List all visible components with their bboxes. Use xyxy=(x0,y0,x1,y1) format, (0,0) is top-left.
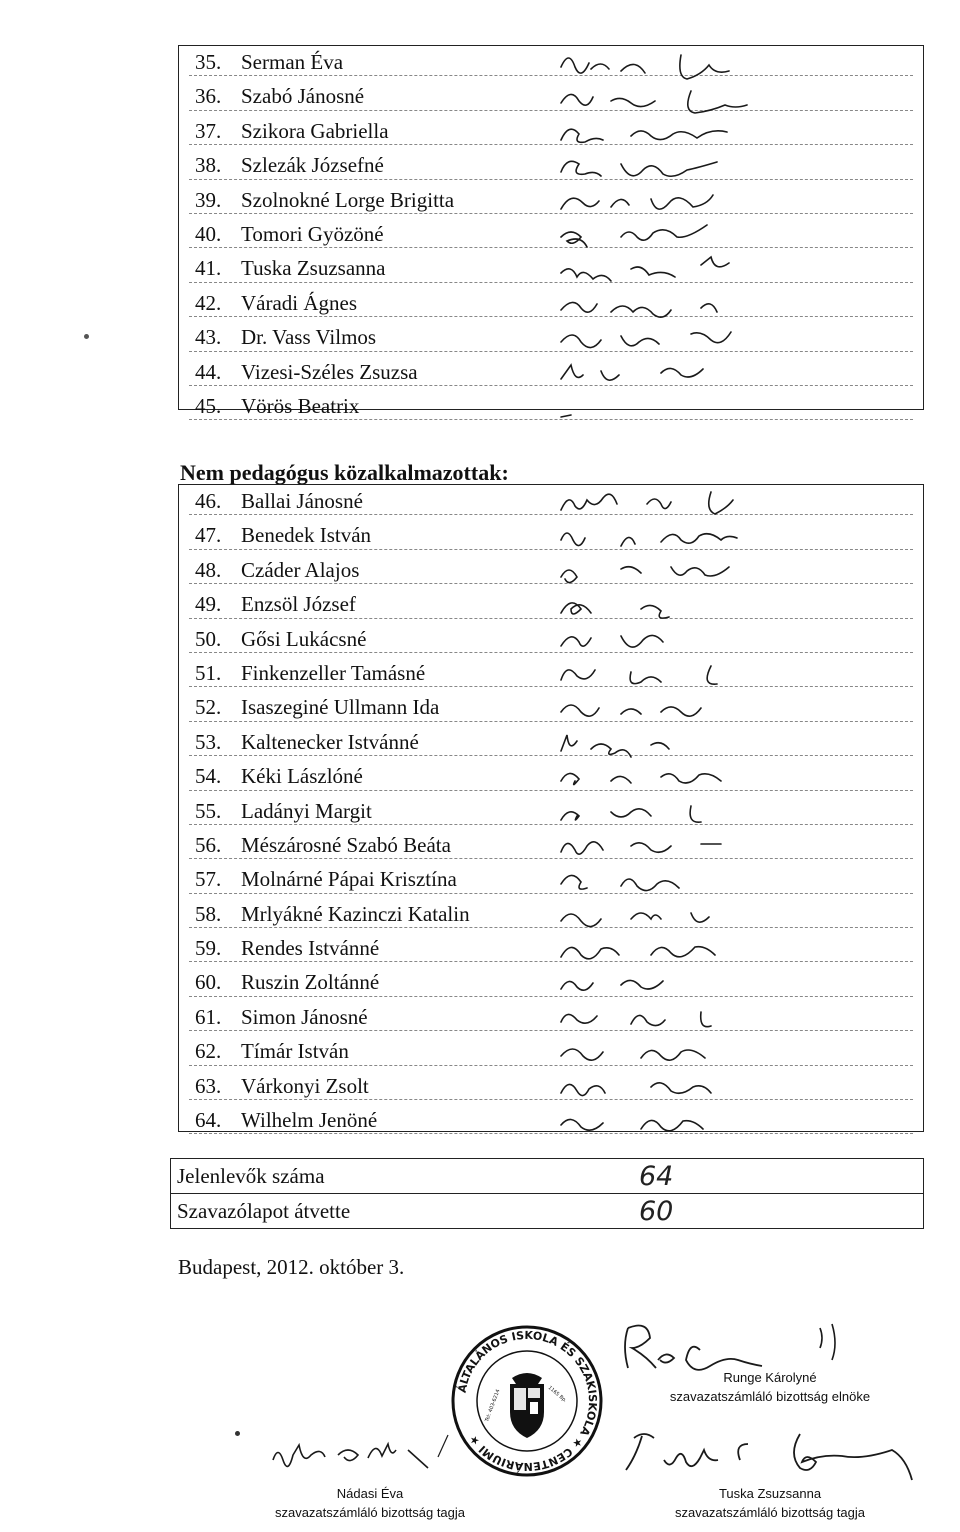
row-name: Vörös Beatrix xyxy=(241,393,360,418)
row-signature xyxy=(551,1071,911,1105)
row-number: 54. xyxy=(195,764,222,789)
row-signature xyxy=(551,967,911,1001)
ballots-value: 60 xyxy=(639,1196,674,1227)
table-row xyxy=(179,691,923,725)
row-name: Szikora Gabriella xyxy=(241,118,389,143)
table-row xyxy=(179,149,923,183)
row-number: 35. xyxy=(195,50,222,74)
row-name: Dr. Vass Vilmos xyxy=(241,325,377,350)
table-row xyxy=(179,1070,923,1104)
row-name: Isaszeginé Ullmann Ida xyxy=(241,695,440,720)
row-signature xyxy=(551,486,911,520)
svg-text:ÁLTALÁNOS ISKOLA ÉS SZAKISKOLA: ÁLTALÁNOS ISKOLA ÉS SZAKISKOLA ★ CENTENÁRIUMI ★ xyxy=(455,1328,600,1474)
row-signature xyxy=(551,624,911,658)
ballots-label: Szavazólapot átvette xyxy=(177,1199,351,1223)
row-signature xyxy=(551,1036,911,1070)
row-number: 51. xyxy=(195,660,222,685)
table-row xyxy=(179,218,923,252)
row-number: 45. xyxy=(195,393,222,418)
row-number: 44. xyxy=(195,359,222,384)
row-number: 56. xyxy=(195,832,222,857)
row-name: Ruszin Zoltánné xyxy=(241,970,380,995)
attendance-table-bottom xyxy=(178,484,924,1132)
row-name: Kéki Lászlóné xyxy=(241,764,363,789)
row-number: 57. xyxy=(195,867,222,892)
row-name: Molnárné Pápai Krisztína xyxy=(241,867,457,892)
row-name: Szolnokné Lorge Brigitta xyxy=(241,187,455,212)
row-number: 47. xyxy=(195,523,222,548)
table-row xyxy=(179,115,923,149)
signatory-role: szavazatszámláló bizottság elnöke xyxy=(669,1389,871,1404)
row-name: Serman Éva xyxy=(241,50,344,74)
table-row xyxy=(179,252,923,286)
signatory-tuska xyxy=(650,1486,890,1520)
table-row xyxy=(179,726,923,760)
row-number: 53. xyxy=(195,729,222,754)
table-row xyxy=(179,519,923,553)
row-signature xyxy=(551,322,911,356)
row-name: Czáder Alajos xyxy=(241,557,360,582)
signature-tuska-zsuzsanna xyxy=(620,1430,940,1490)
table-row xyxy=(179,1001,923,1035)
summary-row-present xyxy=(171,1159,923,1194)
row-name: Simon Jánosné xyxy=(241,1004,368,1029)
table-row xyxy=(179,898,923,932)
row-signature xyxy=(551,1002,911,1036)
row-name: Wilhelm Jenöné xyxy=(241,1108,378,1133)
signatory-nadasi xyxy=(250,1486,490,1520)
row-signature xyxy=(551,796,911,830)
row-number: 58. xyxy=(195,901,222,926)
table-row xyxy=(179,485,923,519)
row-name: Tomori Gyözöné xyxy=(241,221,384,246)
table-row xyxy=(179,829,923,863)
row-signature xyxy=(551,933,911,967)
row-signature xyxy=(551,830,911,864)
table-row xyxy=(179,1035,923,1069)
signatory-role: szavazatszámláló bizottság tagja xyxy=(274,1505,466,1520)
row-signature xyxy=(551,520,911,554)
row-name: Rendes Istvánné xyxy=(241,936,380,961)
table-row xyxy=(179,588,923,622)
row-number: 49. xyxy=(195,592,222,617)
row-number: 63. xyxy=(195,1073,222,1098)
row-name: Mrlyákné Kazinczi Katalin xyxy=(241,901,470,926)
row-number: 62. xyxy=(195,1039,222,1064)
row-number: 40. xyxy=(195,221,222,246)
row-signature xyxy=(551,116,911,150)
row-number: 64. xyxy=(195,1108,222,1133)
row-number: 38. xyxy=(195,153,222,178)
row-name: Szabó Jánosné xyxy=(241,84,365,109)
summary-box xyxy=(170,1158,924,1229)
table-row xyxy=(179,80,923,114)
row-signature xyxy=(551,219,911,253)
row-name: Gősi Lukácsné xyxy=(241,626,367,651)
present-value: 64 xyxy=(639,1161,674,1192)
table-row xyxy=(179,390,923,424)
table-row xyxy=(179,287,923,321)
row-number: 42. xyxy=(195,290,222,315)
row-signature xyxy=(551,150,911,184)
row-signature xyxy=(551,761,911,795)
summary-row-ballots xyxy=(171,1194,923,1228)
row-number: 37. xyxy=(195,118,222,143)
row-signature xyxy=(551,288,911,322)
signatory-name: Runge Károlyné xyxy=(723,1370,817,1385)
row-number: 43. xyxy=(195,325,222,350)
table-row xyxy=(179,863,923,897)
row-number: 36. xyxy=(195,84,222,109)
document-date: Budapest, 2012. október 3. xyxy=(178,1255,405,1279)
attendance-table-top xyxy=(178,45,924,418)
row-signature xyxy=(551,899,911,933)
row-number: 59. xyxy=(195,936,222,961)
table-row xyxy=(179,932,923,966)
school-stamp-icon xyxy=(448,1322,606,1480)
row-name: Szlezák Józsefné xyxy=(241,153,384,178)
row-name: Benedek István xyxy=(241,523,372,548)
row-number: 39. xyxy=(195,187,222,212)
row-name: Ladányi Margit xyxy=(241,798,372,823)
row-number: 61. xyxy=(195,1004,222,1029)
row-name: Mészárosné Szabó Beáta xyxy=(241,832,451,857)
signature-nadasi-eva xyxy=(268,1430,468,1480)
svg-text:Tel: 403-6214: Tel: 403-6214 xyxy=(484,1388,502,1423)
row-signature xyxy=(551,589,911,623)
row-name: Enzsöl József xyxy=(241,592,356,617)
row-signature xyxy=(551,185,911,219)
present-label: Jelenlevők száma xyxy=(177,1164,325,1188)
table-row xyxy=(179,623,923,657)
row-signature xyxy=(551,555,911,589)
row-name: Kaltenecker Istvánné xyxy=(241,729,419,754)
row-signature xyxy=(551,727,911,761)
section-heading: Nem pedagógus közalkalmazottak: xyxy=(180,460,509,485)
table-row xyxy=(179,657,923,691)
row-number: 48. xyxy=(195,557,222,582)
row-name: Tuska Zsuzsanna xyxy=(241,256,386,281)
row-number: 41. xyxy=(195,256,222,281)
table-row xyxy=(179,760,923,794)
table-row xyxy=(179,1104,923,1138)
table-row xyxy=(179,46,923,80)
row-signature xyxy=(551,357,911,391)
row-number: 55. xyxy=(195,798,222,823)
table-row xyxy=(179,554,923,588)
svg-text:1165 Bp.: 1165 Bp. xyxy=(546,1384,568,1405)
table-row xyxy=(179,321,923,355)
table-row xyxy=(179,795,923,829)
table-row xyxy=(179,184,923,218)
row-number: 46. xyxy=(195,489,222,513)
signatory-name: Nádasi Éva xyxy=(336,1486,404,1501)
row-number: 52. xyxy=(195,695,222,720)
row-signature xyxy=(551,692,911,726)
row-signature xyxy=(551,253,911,287)
row-signature xyxy=(551,81,911,115)
row-signature xyxy=(551,47,911,81)
row-name: Vizesi-Széles Zsuzsa xyxy=(241,359,418,384)
signatory-runge xyxy=(650,1370,890,1404)
row-name: Várkonyi Zsolt xyxy=(241,1073,369,1098)
row-signature xyxy=(551,1105,911,1139)
signatory-name: Tuska Zsuzsanna xyxy=(718,1486,822,1501)
table-row xyxy=(179,356,923,390)
row-name: Váradi Ágnes xyxy=(241,290,358,315)
row-number: 50. xyxy=(195,626,222,651)
row-signature xyxy=(551,391,911,425)
row-number: 60. xyxy=(195,970,222,995)
row-signature xyxy=(551,658,911,692)
table-row xyxy=(179,966,923,1000)
row-name: Finkenzeller Tamásné xyxy=(241,660,426,685)
row-signature xyxy=(551,864,911,898)
row-name: Ballai Jánosné xyxy=(241,489,363,513)
signatory-role: szavazatszámláló bizottság tagja xyxy=(674,1505,866,1520)
row-name: Tímár István xyxy=(241,1039,349,1064)
